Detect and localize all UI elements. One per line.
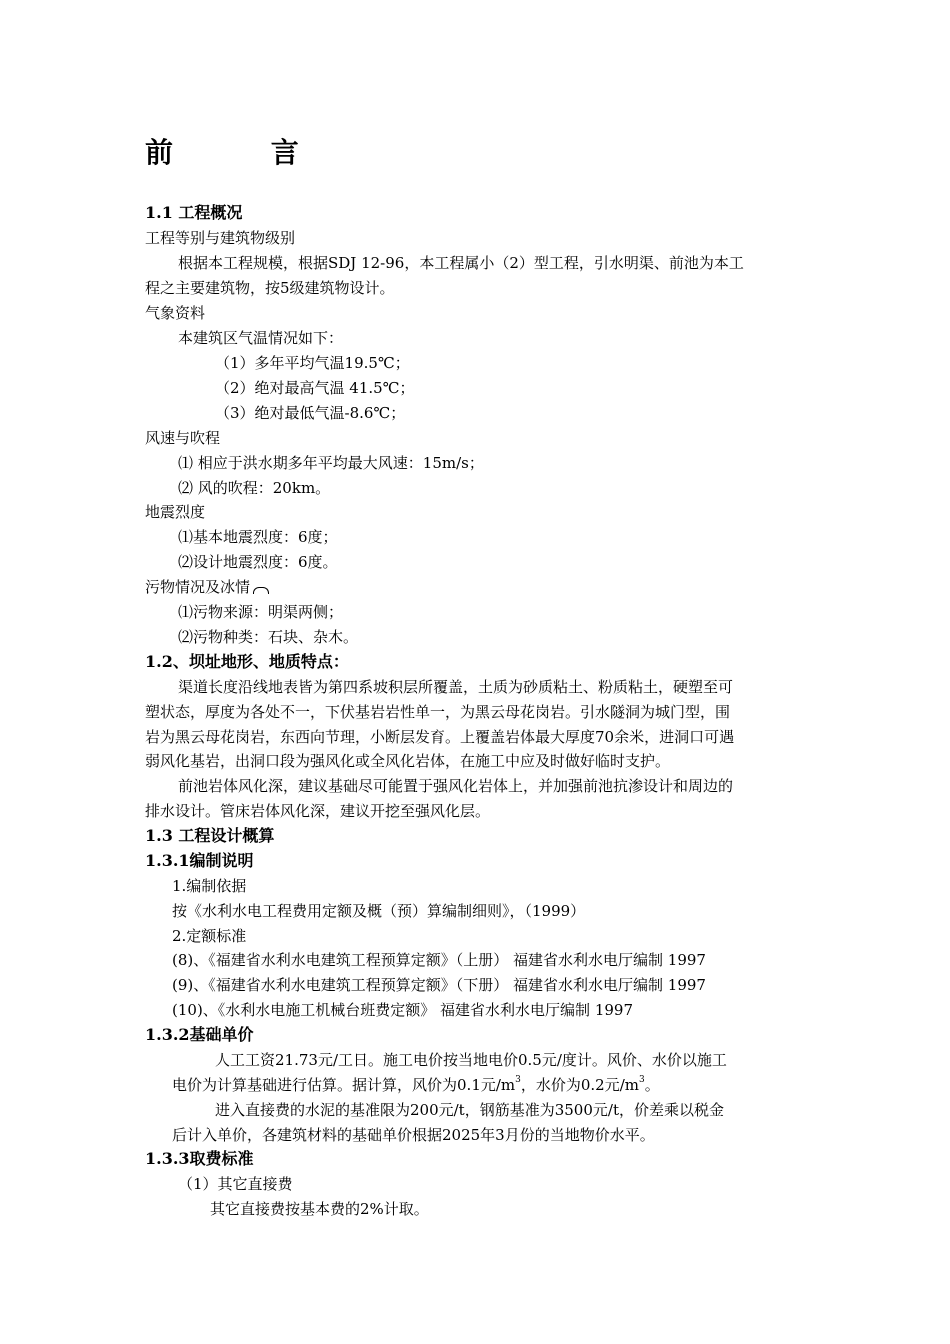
paragraph-line: 本建筑区气温情况如下： [178, 329, 344, 347]
paragraph-line: 电价为计算基础进行估算。据计算，风价为0.1元$/m^3$，水价为0.2元$/m^3$。 [172, 1075, 660, 1094]
list-item: ⑵ 风的吹程：20km。 [178, 479, 331, 497]
subsection-label: 地震烈度 [145, 503, 206, 521]
list-item: ⑵设计地震烈度：6度。 [178, 553, 338, 571]
section-heading-1-2: 1.2、坝址地形、地质特点： [145, 652, 349, 671]
paragraph-line: 塑状态，厚度为各处不一，下伏基岩岩性单一，为黑云母花岗岩。引水隧洞为城门型，围 [145, 703, 731, 721]
paragraph-line: 程之主要建筑物，按5级建筑物设计。 [145, 279, 395, 297]
superscript: 3 [639, 1075, 645, 1085]
paragraph-line: 按《水利水电工程费用定额及概（预）算编制细则》，（1999） [172, 902, 586, 920]
subsection-label: 风速与吹程 [145, 429, 221, 447]
subsection-heading-1-3-3: 1.3.3取费标准 [145, 1149, 254, 1168]
list-label: 1.编制依据 [172, 877, 247, 895]
list-item: （2）绝对最高气温 41.5℃； [215, 379, 415, 397]
page-title: 前 言 [145, 136, 343, 169]
section-heading-1-1: 1.1 工程概况 [145, 203, 243, 222]
paragraph-line: 进入直接费的水泥的基准限为200元/t，钢筋基准为3500元/t，价差乘以税金 [215, 1101, 724, 1119]
subsection-heading-1-3-2: 1.3.2基础单价 [145, 1025, 254, 1044]
list-item: (9)、《福建省水利水电建筑工程预算定额》（下册） 福建省水利水电厅编制 1997 [172, 976, 706, 994]
list-item: ⑵污物种类：石块、杂木。 [178, 628, 359, 646]
paragraph-line: 弱风化基岩，出洞口段为强风化或全风化岩体，在施工中应及时做好临时支护。 [145, 752, 671, 770]
superscript: 3 [515, 1075, 521, 1085]
paragraph-line: 岩为黑云母花岗岩，东西向节理，小断层发育。上覆盖岩体最大厚度70余米，进洞口可遇 [145, 728, 735, 746]
subsection-label: 气象资料 [145, 304, 206, 322]
section-heading-1-3: 1.3 工程设计概算 [145, 826, 275, 845]
list-label: （1）其它直接费 [178, 1175, 293, 1193]
list-item: (8)、《福建省水利水电建筑工程预算定额》（上册） 福建省水利水电厅编制 1997 [172, 951, 706, 969]
list-item: ⑴ 相应于洪水期多年平均最大风速：15m/s； [178, 454, 484, 472]
paragraph-line: 人工工资21.73元/工日。施工电价按当地电价0.5元/度计。风价、水价以施工 [215, 1051, 727, 1069]
paragraph-line: 其它直接费按基本费的2%计取。 [210, 1200, 429, 1218]
return-mark-icon [253, 587, 269, 594]
list-item: (10)、《水利水电施工机械台班费定额》 福建省水利水电厅编制 1997 [172, 1001, 634, 1019]
paragraph-line: 后计入单价，各建筑材料的基础单价根据2025年3月份的当地物价水平。 [172, 1126, 655, 1144]
subsection-heading-1-3-1: 1.3.1编制说明 [145, 851, 254, 870]
paragraph-line: 根据本工程规模，根据SDJ 12-96，本工程属小（2）型工程，引水明渠、前池为本工 [178, 254, 744, 272]
list-label: 2.定额标准 [172, 927, 247, 945]
paragraph-line: 前池岩体风化深，建议基础尽可能置于强风化岩体上，并加强前池抗渗设计和周边的 [178, 777, 734, 795]
list-item: （1）多年平均气温19.5℃； [215, 354, 410, 372]
subsection-label: 工程等别与建筑物级别 [145, 229, 296, 247]
subsection-label: 污物情况及冰情 [145, 577, 269, 597]
paragraph-line: 排水设计。管床岩体风化深，建议开挖至强风化层。 [145, 802, 491, 820]
list-item: （3）绝对最低气温-8.6℃； [215, 404, 406, 422]
list-item: ⑴基本地震烈度：6度； [178, 528, 338, 546]
list-item: ⑴污物来源：明渠两侧； [178, 603, 344, 621]
paragraph-line: 渠道长度沿线地表皆为第四系坡积层所覆盖，土质为砂质粘土、粉质粘土，硬塑至可 [178, 678, 734, 696]
